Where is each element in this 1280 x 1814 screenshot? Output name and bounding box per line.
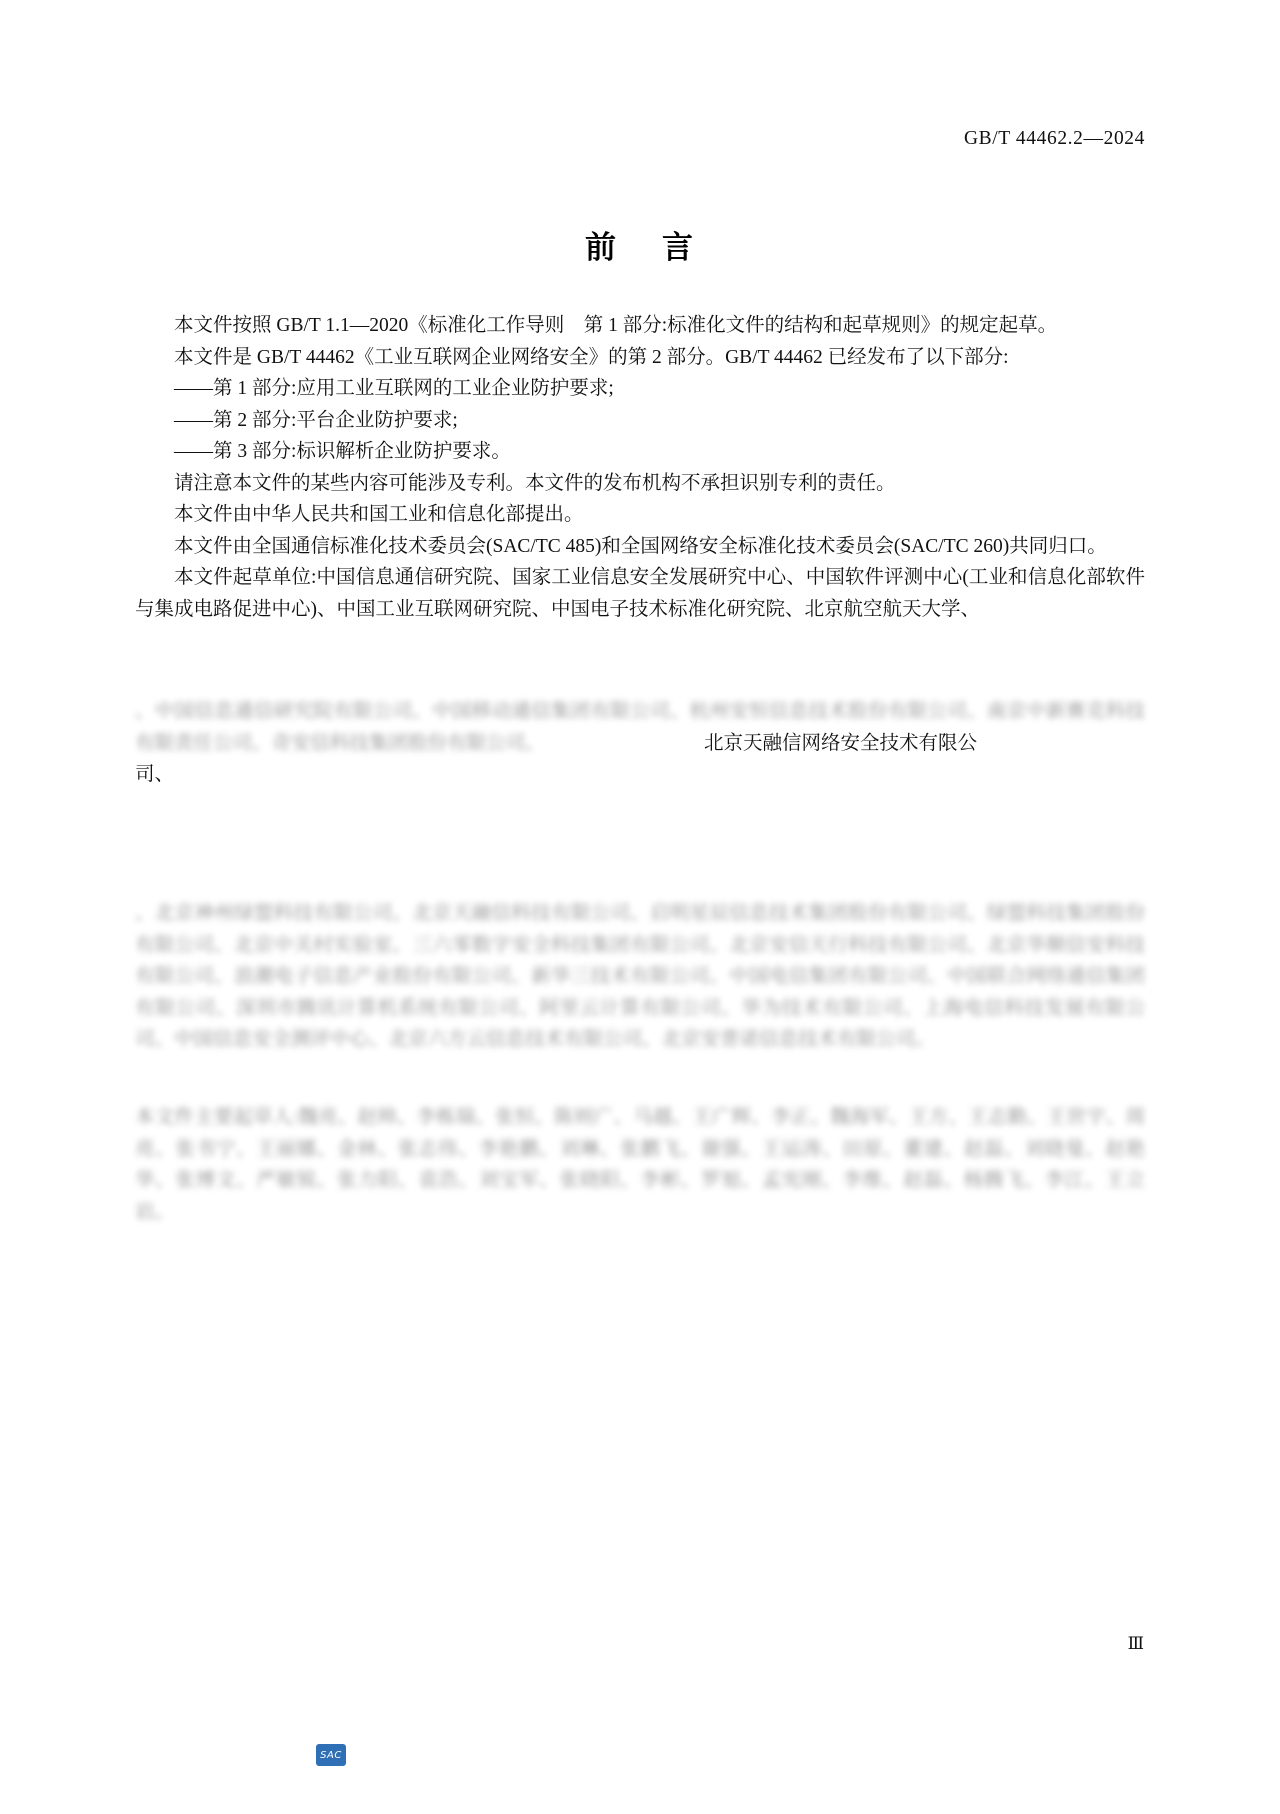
page-title: [0, 222, 1280, 267]
obscured-drafting-persons-list: 本文件主要起草人:魏亮、赵帅、李栋瑞、张恒、陈则广、马越、王广辉、李正、魏海军、王方、王志勤、王世宇、周亮、张书宁、王丽娜、金林、张志伟、李艳鹏、刘琳、张鹏飞、谢强、王运涛、田原、董建、赵磊、刘晓曼、赵艳华、张博文、严敏锐、张力阳、袁浩、刘宝军、张晓阳、李彬、罗旭、孟宪刚、李维、赵磊、杨腾飞、李江、王立岩。: [135, 1107, 1145, 1223]
foreword-paragraph-5: 本文件由全国通信标准化技术委员会(SAC/TC 485)和全国网络安全标准化技术委员会(SAC/TC 260)共同归口。: [174, 535, 1107, 557]
part-list-item-2: ——第 2 部分:平台企业防护要求;: [174, 409, 458, 431]
foreword-paragraph-4: 本文件由中华人民共和国工业和信息化部提出。: [174, 504, 584, 525]
foreword-paragraph-2: 本文件是 GB/T 44462《工业互联网企业网络安全》的第 2 部分。GB/T 44462 已经发布了以下部分:: [174, 346, 1009, 368]
foreword-body: [135, 310, 1145, 625]
obscured-drafting-units-continued: 、中国信息通信研究院有限公司、中国移动通信集团有限公司、杭州安恒信息技术股份有限公司、南京中新赛克科技有限责任公司、奇安信科技集团股份有限公司、: [135, 701, 1145, 754]
part-list-item-3: ——第 3 部分:标识解析企业防护要求。: [174, 441, 511, 462]
page-title-char-1: 前: [585, 230, 618, 266]
part-list-item-1: ——第 1 部分:应用工业互联网的工业企业防护要求;: [174, 378, 614, 399]
foreword-paragraph-6-drafting-units: 本文件起草单位:中国信息通信研究院、国家工业信息安全发展研究中心、中国软件评测中心(工业和信息化部软件与集成电路促进中心)、中国工业互联网研究院、中国电子技术标准化研究院、北京航空航天大学、: [135, 567, 1145, 620]
visible-company-name: 北京天融信网络安全技术有限公: [700, 728, 977, 760]
running-header-standard-code: GB/T 44462.2—2024: [963, 128, 1145, 149]
foreword-paragraph-3: 请注意本文件的某些内容可能涉及专利。本文件的发布机构不承担识别专利的责任。: [174, 472, 896, 494]
foreword-paragraph-1: 本文件按照 GB/T 1.1—2020《标准化工作导则 第 1 部分:标准化文件的结构和起草规则》的规定起草。: [174, 315, 1058, 336]
obscured-drafting-units-list: 、北京神州绿盟科技有限公司、北京天融信科技有限公司、启明星辰信息技术集团股份有限公司、绿盟科技集团股份有限公司、北京中关村实验室、三六零数字安全科技集团有限公司、北京安信天行科技有限公司、北京华顺信安科技有限公司、浪潮电子信息产业股份有限公司、新华三技术有限公司、中国电信集团有限公司、中国联合网络通信集团有限公司、深圳市腾讯计算机系统有限公司、阿里云计算有限公司、华为技术有限公司、上海电信科技发展有限公司、中国信息安全测评中心、北京六方云信息技术有限公司、北京安普诺信息技术有限公司。: [135, 903, 1145, 1050]
page-number: Ⅲ: [1127, 1634, 1145, 1653]
page-title-char-2: 言: [662, 230, 695, 266]
sac-logo-icon: SAC: [316, 1744, 346, 1766]
visible-company-name-tail: 司、: [135, 759, 176, 791]
